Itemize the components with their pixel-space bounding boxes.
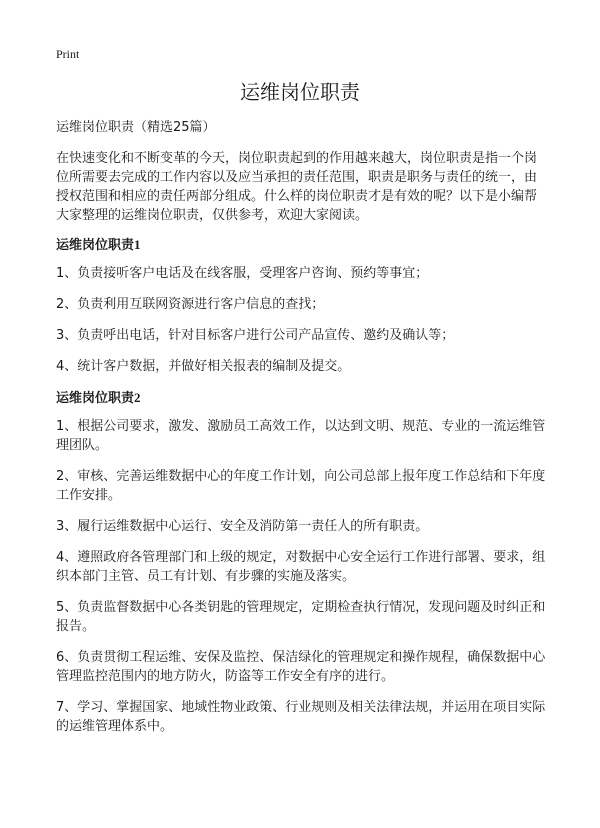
list-item: 3、履行运维数据中心运行、安全及消防第一责任人的所有职责。	[56, 519, 429, 534]
section-heading: 运维岗位职责2	[56, 390, 141, 405]
document-subtitle: 运维岗位职责（精选25篇）	[56, 120, 216, 135]
list-item: 1、根据公司要求，激发、激励员工高效工作，以达到文明、规范、专业的一流运维管理团队。	[56, 419, 546, 453]
section-heading: 运维岗位职责1	[56, 237, 141, 252]
section-1	[56, 235, 546, 376]
list-item: 2、审核、完善运维数据中心的年度工作计划，向公司总部上报年度工作总结和下年度工作安排。	[56, 469, 546, 503]
list-item: 3、负责呼出电话，针对目标客户进行公司产品宣传、邀约及确认等；	[56, 328, 455, 343]
list-item: 7、学习、掌握国家、地域性物业政策、行业规则及相关法律法规，并运用在项目实际的运维管理体系中。	[56, 700, 546, 734]
list-item: 4、遵照政府各管理部门和上级的规定，对数据中心安全运行工作进行部署、要求，组织本部门主管、员工有计划、有步骤的实施及落实。	[56, 550, 546, 584]
list-item: 6、负责贯彻工程运维、安保及监控、保洁绿化的管理规定和操作规程，确保数据中心管理监控范围内的地方防火，防盗等工作安全有序的进行。	[56, 650, 546, 684]
list-item: 5、负责监督数据中心各类钥匙的管理规定，定期检查执行情况，发现问题及时纠正和报告。	[56, 600, 546, 634]
intro-paragraph: 在快速变化和不断变革的今天，岗位职责起到的作用越来越大，岗位职责是指一个岗位所需要去完成的工作内容以及应当承担的责任范围，职责是职务与责任的统一，由授权范围和相应的责任两部分组成。什么样的岗位职责才是有效的呢？以下是小编帮大家整理的运维岗位职责，仅供参考，欢迎大家阅读。	[56, 151, 538, 223]
document-body	[56, 118, 546, 748]
list-item: 1、负责接听客户电话及在线客服，受理客户咨询、预约等事宜；	[56, 266, 429, 281]
print-label: Print	[56, 47, 80, 61]
page-title: 运维岗位职责	[240, 80, 360, 104]
list-item: 4、统计客户数据，并做好相关报表的编制及提交。	[56, 359, 351, 374]
list-item: 2、负责利用互联网资源进行客户信息的查找；	[56, 297, 325, 312]
section-2	[56, 388, 546, 736]
